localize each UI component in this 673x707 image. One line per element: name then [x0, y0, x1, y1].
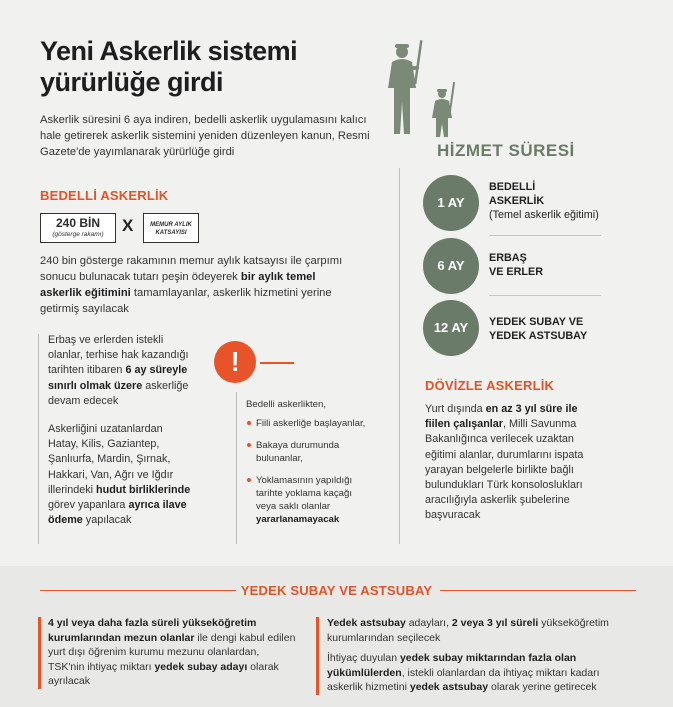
title-line-1: Yeni Askerlik sistemi — [40, 36, 298, 66]
yedek-heading: YEDEK SUBAY VE ASTSUBAY — [240, 583, 433, 598]
duration-circle-3: 12 AY — [423, 300, 479, 356]
bedelli-heading: BEDELLİ ASKERLİK — [40, 188, 169, 203]
duration-label-1: BEDELLİ ASKERLİK (Temel askerlik eğitimi) — [489, 181, 599, 221]
list-item: Yoklamasının yapıldığı tarihte yoklama kaçağı veya saklı olanlar yararlanamayacak — [246, 474, 374, 526]
duration-circle-2: 6 AY — [423, 238, 479, 294]
bedelli-description: 240 bin gösterge rakamının memur aylık katsayısı ile çarpımı sonucu bulunacak tutarı peşin ödeyerek bir aylık temel askerlik eğitimini tamamlayanlar, askerlik hizmetini yerine getirmiş sayılacak — [40, 255, 343, 315]
exclamation-icon: ! — [214, 341, 256, 383]
yedek-right-text — [327, 616, 627, 701]
list-item: Fiili askerliğe başlayanlar, — [246, 417, 374, 430]
duration-label-3: YEDEK SUBAY VE YEDEK ASTSUBAY — [489, 316, 588, 342]
yedek-right-paragraph-2: İhtiyaç duyulan yedek subay miktarından fazla olan yükümlülerden, istekli olanlardan da ihtiyaç miktarı kadarı askerlik hizmetini yedek astsubay olarak yerine getirecek — [327, 652, 600, 693]
right-divider — [399, 168, 400, 544]
yedek-right-paragraph-1: Yedek astsubay adayları, 2 veya 3 yıl süreli yükseköğretim kurumlarından seçilecek — [327, 617, 609, 644]
yedek-left-text: 4 yıl veya daha fazla süreli yükseköğretim kurumlarından mezun olanlar ile dengi kabul edilen yurt dışı öğrenim kurumu mezunu olanlardan, TSK'nin ihtiyaç miktarı yedek subay adayı olarak ayrılacak — [48, 617, 296, 687]
accent-bar — [38, 617, 41, 689]
alert-connector — [260, 362, 294, 364]
duration-circle-1: 1 AY — [423, 175, 479, 231]
times-symbol: X — [122, 216, 134, 235]
duration-label-2: ERBAŞ VE ERLER — [489, 252, 543, 278]
page-title — [40, 36, 370, 98]
left-divider — [38, 334, 39, 544]
list-item: Bakaya durumunda bulunanlar, — [246, 439, 374, 465]
left-paragraph-2: Askerliğini uzatanlardan Hatay, Kilis, Gaziantep, Şanlıurfa, Mardin, Şırnak, Hakkari, Van, Ağrı ve Iğdır illerindeki hudut birliklerinde görev yapanlara ayrıca ilave ödeme yapılacak — [48, 423, 191, 527]
exclusions-intro: Bedelli askerlikten, — [246, 399, 326, 410]
intro-text: Askerlik süresini 6 aya indiren, bedelli askerlik uygulamasını kalıcı hale getirerek askerlik sistemini yeniden düzenleyen kanun, Resmi Gazete'de yayımlanarak yürürlüğe girdi — [40, 114, 370, 158]
left-column — [48, 333, 193, 541]
divider — [489, 295, 601, 296]
accent-bar — [316, 617, 319, 695]
gosterge-value: 240 BİN — [55, 216, 101, 230]
doviz-description: Yurt dışında en az 3 yıl süre ile fiilen çalışanlar, Milli Savunma Bakanlığınca verilecek uzaktan eğitimi alanlar, durumlarını ispata yarayan belgelerle birlikte bağlı bulundukları Türk konsoloslukları aracılığıyla askerlik şubelerine başvuracak — [425, 403, 584, 522]
divider — [489, 235, 601, 236]
hizmet-heading: HİZMET SÜRESİ — [437, 141, 575, 160]
katsayi-box: MEMUR AYLIK KATSAYISI — [143, 213, 199, 243]
bedelli-exclusions — [246, 398, 374, 535]
title-line-2: yürürlüğe girdi — [40, 67, 224, 97]
center-divider — [236, 392, 237, 544]
doviz-heading: DÖVİZLE ASKERLİK — [425, 378, 555, 393]
gosterge-label: (gösterge rakamı) — [52, 231, 104, 238]
gosterge-box — [40, 213, 116, 243]
soldiers-illustration — [380, 36, 470, 140]
left-paragraph-1: Erbaş ve erlerden istekli olanlar, terhise hak kazandığı tarihten itibaren 6 ay süreyle sınırlı olmak üzere askerliğe devam edecek — [48, 334, 189, 407]
